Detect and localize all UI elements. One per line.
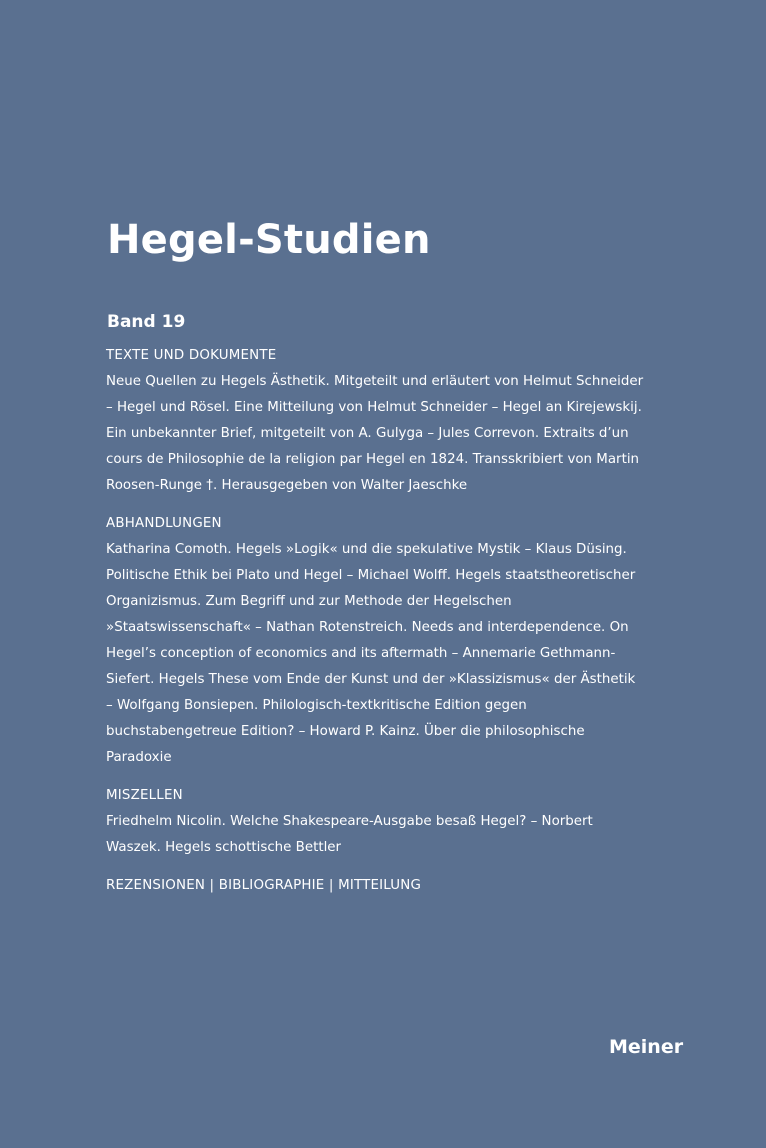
volume-number: Band 19: [107, 312, 186, 332]
section-text: Neue Quellen zu Hegels Ästhetik. Mitgeteilt und erläutert von Helmut Schneider – Hegel und Rösel. Eine Mitteilung von Helmut Schneider – Hegel an Kirejewskij. Ein unbekannter Brief, mitgeteilt von A. Gulyga – Jules Correvon. Extraits d’un cours de Philosophie de la religion par Hegel en 1824. Transskribiert von Martin Roosen-Runge †. Herausgegeben von Walter Jaeschke: [106, 374, 644, 493]
publisher-logo: Meiner: [609, 1036, 684, 1058]
book-title: Hegel-Studien: [107, 217, 431, 263]
section-miszellen: [106, 783, 646, 861]
table-of-contents: [106, 343, 646, 912]
section-text: Katharina Comoth. Hegels »Logik« und die spekulative Mystik – Klaus Düsing. Politische Ethik bei Plato und Hegel – Michael Wolff. Hegels staatstheoretischer Organizismus. Zum Begriff und zur Methode der Hegelschen »Staatswissenschaft« – Nathan Rotenstreich. Needs and interdependence. On Hegel’s conception of economics and its aftermath – Annemarie Gethmann-Siefert. Hegels These vom Ende der Kunst und der »Klassizismus« der Ästhetik – Wolfgang Bonsiepen. Philologisch-textkritische Edition gegen buchstabengetreue Edition? – Howard P. Kainz. Über die philosophische Paradoxie: [106, 542, 636, 765]
section-heading: ABHANDLUNGEN: [106, 516, 222, 531]
section-abhandlungen: [106, 511, 646, 771]
rubric-line: REZENSIONEN | BIBLIOGRAPHIE | MITTEILUNG: [106, 878, 422, 893]
section-text: Friedhelm Nicolin. Welche Shakespeare-Ausgabe besaß Hegel? – Norbert Waszek. Hegels schottische Bettler: [106, 814, 593, 855]
section-heading: TEXTE UND DOKUMENTE: [106, 348, 277, 363]
section-heading: MISZELLEN: [106, 788, 183, 803]
section-texte-und-dokumente: [106, 343, 646, 499]
